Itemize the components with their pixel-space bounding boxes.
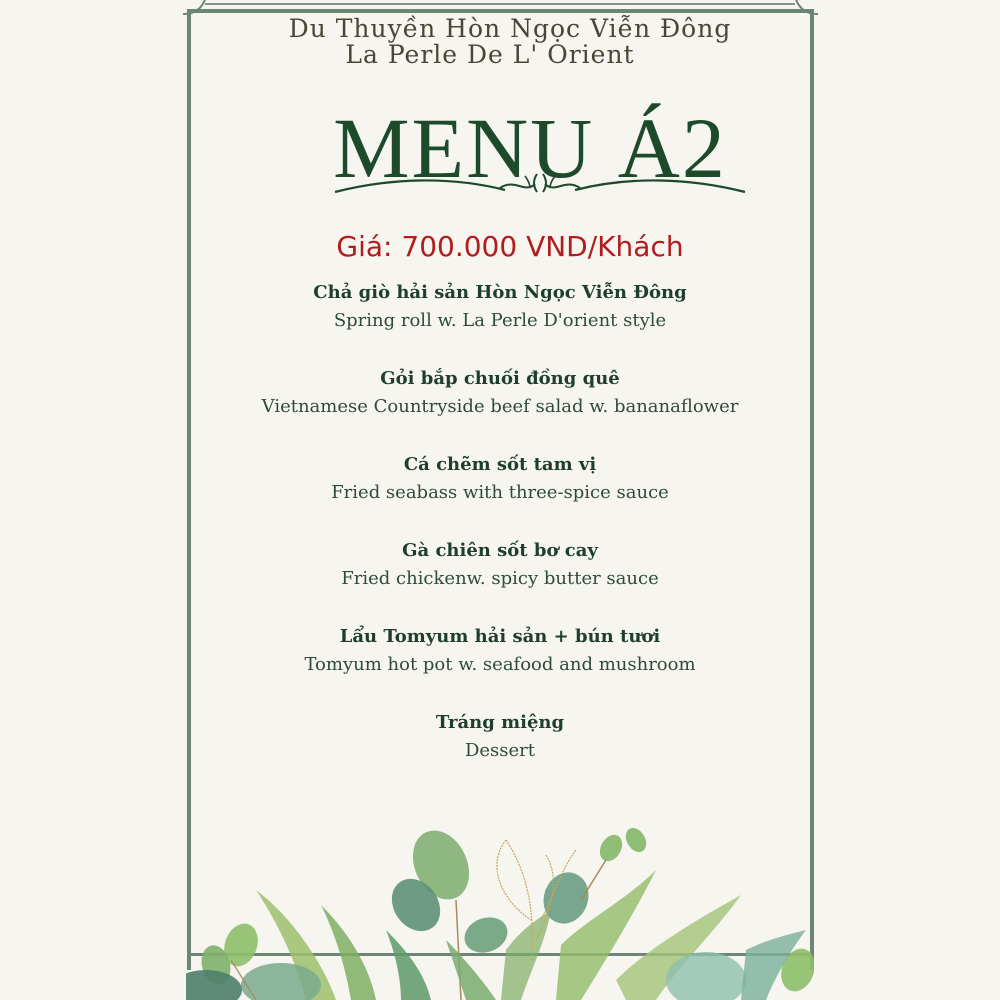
frame-top-thin-border — [205, 3, 795, 5]
dish-name-en: Vietnamese Countryside beef salad w. bananaflower — [261, 396, 739, 417]
restaurant-name-fr: La Perle De L' Orient — [345, 40, 635, 69]
dish-name-en: Fried chickenw. spicy butter sauce — [341, 568, 659, 589]
dish-name-en: Dessert — [464, 740, 536, 761]
dish-name-vn: Gỏi bắp chuối đồng quê — [380, 368, 620, 389]
foliage-illustration-icon — [186, 810, 814, 1000]
restaurant-name-vn: Du Thuyền Hòn Ngọc Viễn Đông — [288, 14, 732, 43]
menu-item — [0, 280, 1000, 336]
dish-name-vn: Chả giò hải sản Hòn Ngọc Viễn Đông — [313, 282, 687, 303]
dish-name-vn: Cá chẽm sốt tam vị — [403, 454, 597, 475]
price-per-guest: Giá: 700.000 VND/Khách — [336, 230, 684, 263]
menu-item — [0, 452, 1000, 508]
menu-item — [0, 538, 1000, 594]
dish-name-vn: Tráng miệng — [435, 712, 565, 733]
flourish-divider-icon — [330, 170, 750, 200]
frame-top-border — [187, 9, 814, 13]
menu-item — [0, 624, 1000, 680]
dish-name-vn: Lẩu Tomyum hải sản + bún tươi — [339, 626, 661, 647]
dish-name-en: Tomyum hot pot w. seafood and mushroom — [304, 654, 696, 675]
dish-name-en: Spring roll w. La Perle D'orient style — [333, 310, 667, 331]
menu-title: MENU Á2 — [333, 100, 727, 196]
menu-item — [0, 366, 1000, 422]
menu-item — [0, 710, 1000, 766]
dish-name-vn: Gà chiên sốt bơ cay — [402, 540, 598, 561]
dish-name-en: Fried seabass with three-spice sauce — [331, 482, 669, 503]
